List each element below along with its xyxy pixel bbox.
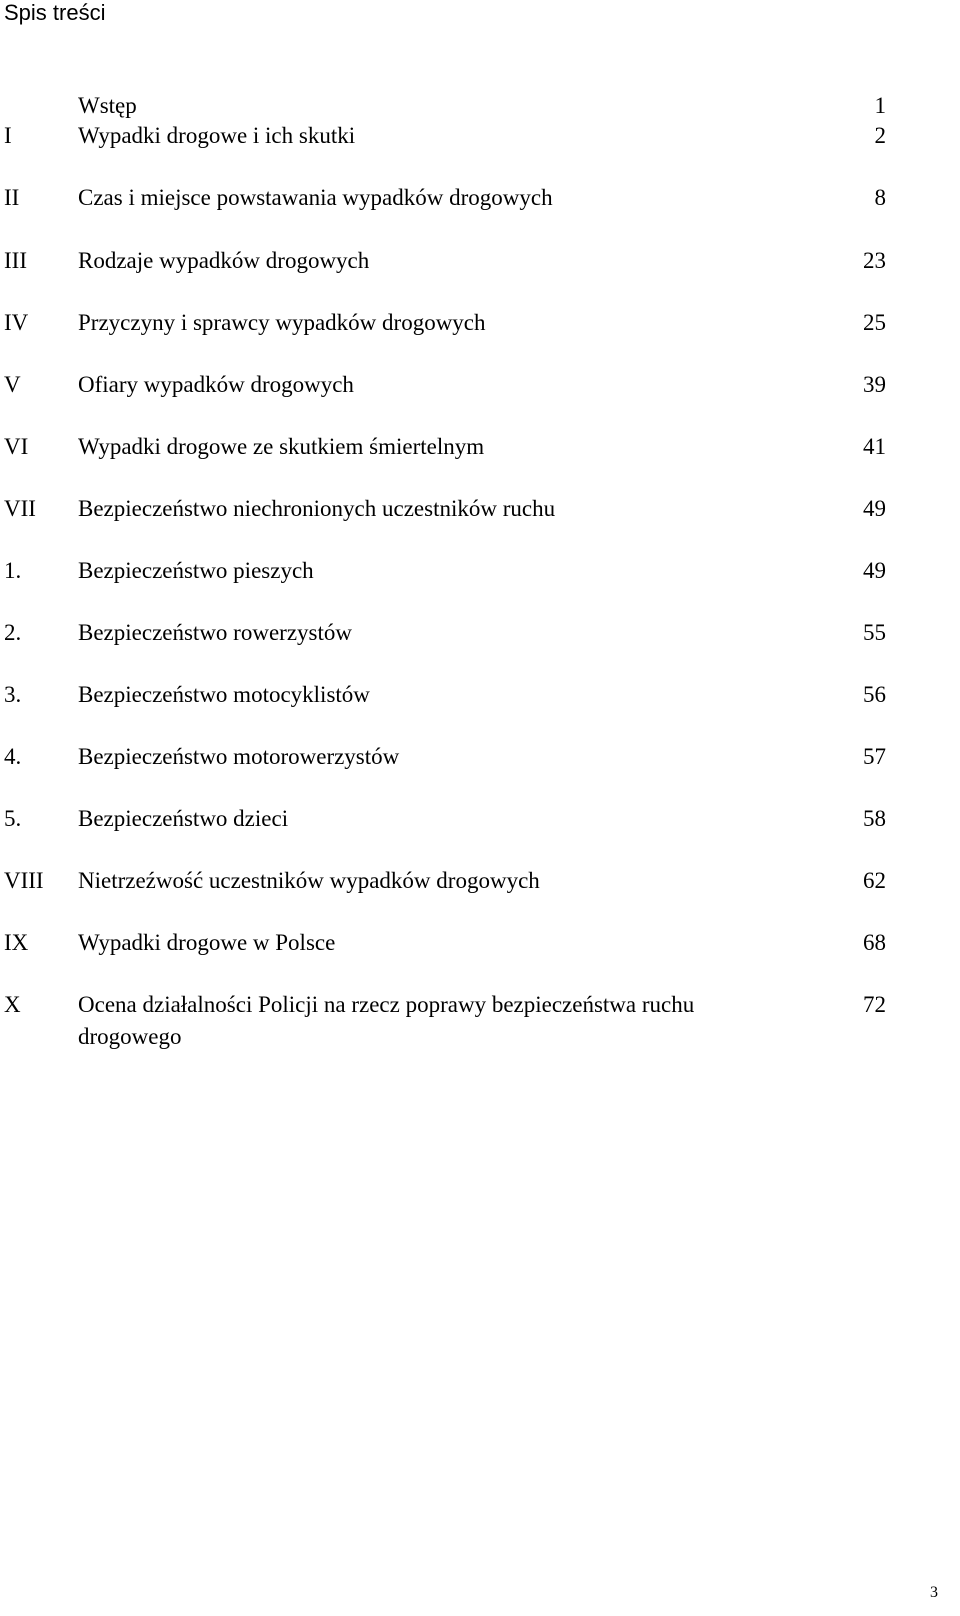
toc-entry-title: Bezpieczeństwo niechronionych uczestników ruchu: [78, 496, 556, 521]
toc-entry-page: 68: [863, 930, 886, 955]
toc-entry-number: 4.: [4, 744, 22, 769]
toc-entry-title: Przyczyny i sprawcy wypadków drogowych: [78, 310, 486, 335]
toc-entry-title: Czas i miejsce powstawania wypadków drogowych: [78, 185, 553, 210]
toc-entry-title: Bezpieczeństwo rowerzystów: [78, 620, 352, 645]
toc-entry-title: Wypadki drogowe ze skutkiem śmiertelnym: [78, 434, 485, 459]
toc-entry-number: VI: [4, 434, 29, 459]
toc-entry-title: Nietrzeźwość uczestników wypadków drogowych: [78, 868, 540, 893]
toc-entry-page: 49: [863, 558, 886, 583]
toc-entry-page: 39: [863, 372, 886, 397]
toc-entry-number: VII: [4, 496, 36, 521]
toc-entry-page: 55: [863, 620, 886, 645]
toc-entry-title: Wypadki drogowe i ich skutki: [78, 123, 356, 148]
toc-entry-page: 8: [874, 185, 886, 210]
toc-entry-page: 58: [863, 806, 886, 831]
toc-entry-page: 56: [863, 682, 886, 707]
toc-entry-number: 5.: [4, 806, 22, 831]
toc-entry-page: 62: [863, 868, 886, 893]
toc-entry-page: 23: [863, 248, 886, 273]
toc-entry-page: 2: [874, 123, 886, 148]
toc-entry-title: Rodzaje wypadków drogowych: [78, 248, 370, 273]
page-title: Spis treści: [4, 0, 106, 25]
toc-entry-title: Wstęp: [78, 93, 137, 118]
toc-entry-number: I: [4, 123, 12, 148]
toc-entry-number: VIII: [4, 868, 44, 893]
toc-entry-title: Bezpieczeństwo pieszych: [78, 558, 314, 583]
toc-entry-number: IX: [4, 930, 29, 955]
toc-entry-title: Wypadki drogowe w Polsce: [78, 930, 336, 955]
toc-entry-number: 3.: [4, 682, 22, 707]
toc-entry-number: V: [4, 372, 21, 397]
toc-entry-title: Bezpieczeństwo motocyklistów: [78, 682, 370, 707]
toc-entry-number: 2.: [4, 620, 22, 645]
toc-entry-page: 25: [863, 310, 886, 335]
toc-entry-title: Bezpieczeństwo motorowerzystów: [78, 744, 400, 769]
toc-entry-title: Ofiary wypadków drogowych: [78, 372, 354, 397]
toc-entry-page: 57: [863, 744, 886, 769]
toc-entry-number: IV: [4, 310, 29, 335]
toc-entry-title: Bezpieczeństwo dzieci: [78, 806, 289, 831]
toc-entry-number: 1.: [4, 558, 22, 583]
page-number: 3: [930, 1584, 938, 1601]
toc-entry-number: III: [4, 248, 27, 273]
toc-entry-page: 41: [863, 434, 886, 459]
toc-entry-title: Ocena działalności Policji na rzecz poprawy bezpieczeństwa ruchu drogowego: [78, 992, 695, 1049]
toc-entry-number: X: [4, 992, 21, 1017]
toc-entry-page: 72: [863, 992, 886, 1017]
toc-entry-number: II: [4, 185, 20, 210]
toc-entry-page: 49: [863, 496, 886, 521]
toc-entry-page: 1: [874, 93, 886, 118]
